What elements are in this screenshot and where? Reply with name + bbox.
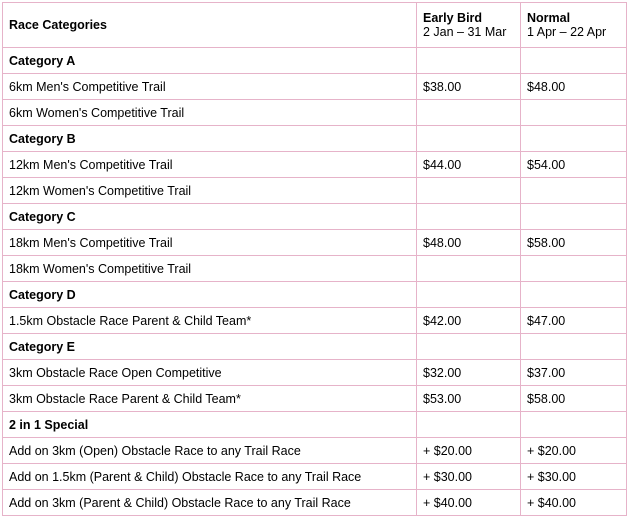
normal-price-cell: + $40.00 — [521, 490, 627, 516]
race-name-cell: 1.5km Obstacle Race Parent & Child Team* — [3, 308, 417, 334]
race-name-cell: 12km Men's Competitive Trail — [3, 152, 417, 178]
table-row — [3, 230, 627, 256]
race-name-cell: 6km Women's Competitive Trail — [3, 100, 417, 126]
category-row — [3, 334, 627, 360]
early-bird-price-cell: $32.00 — [417, 360, 521, 386]
normal-price-cell: $58.00 — [521, 230, 627, 256]
table-row — [3, 386, 627, 412]
category-row — [3, 126, 627, 152]
table-row — [3, 152, 627, 178]
category-normal-empty-cell — [521, 126, 627, 152]
early-bird-price-cell — [417, 256, 521, 282]
race-name-cell: Add on 3km (Open) Obstacle Race to any Trail Race — [3, 438, 417, 464]
category-normal-empty-cell — [521, 334, 627, 360]
race-name-cell: 6km Men's Competitive Trail — [3, 74, 417, 100]
header-race-categories: Race Categories — [3, 3, 417, 48]
early-bird-title: Early Bird — [423, 11, 483, 25]
table-header-row — [3, 3, 627, 48]
category-heading: Category B — [3, 126, 417, 152]
normal-price-cell — [521, 256, 627, 282]
early-bird-price-cell: + $40.00 — [417, 490, 521, 516]
table-row — [3, 438, 627, 464]
race-name-cell: 3km Obstacle Race Open Competitive — [3, 360, 417, 386]
normal-price-cell: $47.00 — [521, 308, 627, 334]
race-name-cell: 12km Women's Competitive Trail — [3, 178, 417, 204]
table-row — [3, 178, 627, 204]
race-price-table — [2, 2, 627, 516]
category-normal-empty-cell — [521, 412, 627, 438]
normal-price-cell: $48.00 — [521, 74, 627, 100]
category-early-empty-cell — [417, 204, 521, 230]
header-early-bird — [417, 3, 521, 48]
early-bird-price-cell: $48.00 — [417, 230, 521, 256]
table-row — [3, 100, 627, 126]
category-early-empty-cell — [417, 334, 521, 360]
race-name-cell: 18km Women's Competitive Trail — [3, 256, 417, 282]
early-bird-price-cell: $53.00 — [417, 386, 521, 412]
table-body — [3, 48, 627, 516]
early-bird-price-cell: $42.00 — [417, 308, 521, 334]
table-row — [3, 360, 627, 386]
header-normal — [521, 3, 627, 48]
early-bird-price-cell: $38.00 — [417, 74, 521, 100]
category-normal-empty-cell — [521, 48, 627, 74]
normal-price-cell: $58.00 — [521, 386, 627, 412]
category-row — [3, 48, 627, 74]
category-early-empty-cell — [417, 412, 521, 438]
early-bird-price-cell: $44.00 — [417, 152, 521, 178]
category-normal-empty-cell — [521, 204, 627, 230]
category-heading: Category D — [3, 282, 417, 308]
race-name-cell: Add on 3km (Parent & Child) Obstacle Race to any Trail Race — [3, 490, 417, 516]
normal-dates: 1 Apr – 22 Apr — [527, 25, 607, 39]
early-bird-dates: 2 Jan – 31 Mar — [423, 25, 507, 39]
early-bird-price-cell — [417, 178, 521, 204]
normal-price-cell: $54.00 — [521, 152, 627, 178]
category-heading: Category E — [3, 334, 417, 360]
normal-price-cell: + $30.00 — [521, 464, 627, 490]
category-heading: Category C — [3, 204, 417, 230]
table-row — [3, 308, 627, 334]
race-name-cell: Add on 1.5km (Parent & Child) Obstacle Race to any Trail Race — [3, 464, 417, 490]
early-bird-price-cell: + $20.00 — [417, 438, 521, 464]
table-row — [3, 490, 627, 516]
early-bird-price-cell: + $30.00 — [417, 464, 521, 490]
category-row — [3, 204, 627, 230]
category-row — [3, 282, 627, 308]
normal-price-cell — [521, 178, 627, 204]
normal-price-cell — [521, 100, 627, 126]
category-row — [3, 412, 627, 438]
normal-price-cell: + $20.00 — [521, 438, 627, 464]
race-name-cell: 3km Obstacle Race Parent & Child Team* — [3, 386, 417, 412]
category-heading: 2 in 1 Special — [3, 412, 417, 438]
category-early-empty-cell — [417, 126, 521, 152]
normal-title: Normal — [527, 11, 571, 25]
category-heading: Category A — [3, 48, 417, 74]
race-name-cell: 18km Men's Competitive Trail — [3, 230, 417, 256]
table-row — [3, 256, 627, 282]
normal-price-cell: $37.00 — [521, 360, 627, 386]
category-normal-empty-cell — [521, 282, 627, 308]
category-early-empty-cell — [417, 282, 521, 308]
table-row — [3, 464, 627, 490]
category-early-empty-cell — [417, 48, 521, 74]
early-bird-price-cell — [417, 100, 521, 126]
table-row — [3, 74, 627, 100]
